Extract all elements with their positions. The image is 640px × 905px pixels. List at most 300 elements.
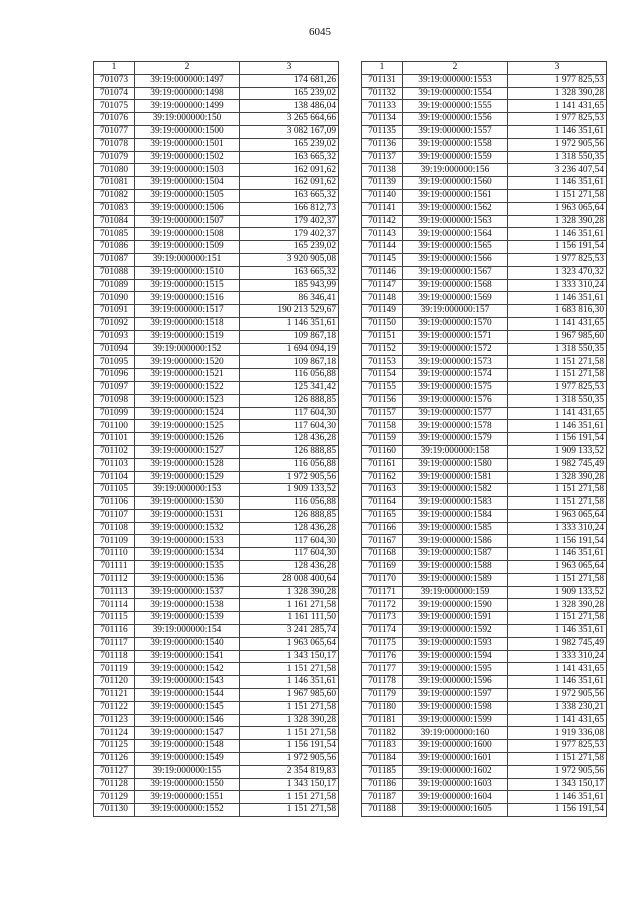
table-row (94, 202, 339, 215)
row-number-cell: 701162 (362, 471, 403, 484)
cadastral-number-cell: 39:19:000000:1521 (135, 369, 240, 382)
row-number-cell: 701169 (362, 561, 403, 574)
row-number-cell: 701122 (94, 701, 135, 714)
value-cell: 1 328 390,28 (508, 471, 607, 484)
cadastral-number-cell: 39:19:000000:1594 (403, 650, 508, 663)
row-number-cell: 701176 (362, 650, 403, 663)
cadastral-number-cell: 39:19:000000:1599 (403, 714, 508, 727)
cadastral-number-cell: 39:19:000000:1520 (135, 356, 240, 369)
cadastral-number-cell: 39:19:000000:1601 (403, 753, 508, 766)
row-number-cell: 701180 (362, 701, 403, 714)
row-number-cell: 701110 (94, 548, 135, 561)
cadastral-number-cell: 39:19:000000:1553 (403, 74, 508, 87)
cadastral-number-cell: 39:19:000000:1591 (403, 612, 508, 625)
row-number-cell: 701102 (94, 445, 135, 458)
cadastral-number-cell: 39:19:000000:1498 (135, 87, 240, 100)
row-number-cell: 701164 (362, 497, 403, 510)
table-row (94, 369, 339, 382)
row-number-cell: 701135 (362, 125, 403, 138)
value-cell: 109 867,18 (240, 330, 339, 343)
value-cell: 1 909 133,52 (508, 586, 607, 599)
value-cell: 138 486,04 (240, 100, 339, 113)
cadastral-number-cell: 39:19:000000:158 (403, 445, 508, 458)
row-number-cell: 701149 (362, 305, 403, 318)
cadastral-number-cell: 39:19:000000:1557 (403, 125, 508, 138)
table-row (362, 253, 607, 266)
value-cell: 1 972 905,56 (240, 471, 339, 484)
table-row (362, 177, 607, 190)
row-number-cell: 701146 (362, 266, 403, 279)
table-row (362, 509, 607, 522)
table-row (94, 125, 339, 138)
value-cell: 1 919 336,08 (508, 727, 607, 740)
row-number-cell: 701158 (362, 420, 403, 433)
cadastral-number-cell: 39:19:000000:1585 (403, 522, 508, 535)
row-number-cell: 701181 (362, 714, 403, 727)
value-cell: 1 963 065,64 (240, 637, 339, 650)
value-cell: 125 341,42 (240, 381, 339, 394)
cadastral-number-cell: 39:19:000000:1527 (135, 445, 240, 458)
value-cell: 116 056,88 (240, 369, 339, 382)
cadastral-number-cell: 39:19:000000:1566 (403, 253, 508, 266)
value-cell: 128 436,28 (240, 433, 339, 446)
row-number-cell: 701185 (362, 765, 403, 778)
cadastral-number-cell: 39:19:000000:1584 (403, 509, 508, 522)
value-cell: 1 963 065,64 (508, 509, 607, 522)
row-number-cell: 701076 (94, 113, 135, 126)
row-number-cell: 701139 (362, 177, 403, 190)
value-cell: 1 343 150,17 (240, 778, 339, 791)
cadastral-number-cell: 39:19:000000:1540 (135, 637, 240, 650)
cadastral-number-cell: 39:19:000000:1563 (403, 215, 508, 228)
row-number-cell: 701188 (362, 804, 403, 817)
table-row (94, 625, 339, 638)
right-table-body (362, 74, 607, 816)
table-row (362, 791, 607, 804)
value-cell: 1 146 351,61 (508, 548, 607, 561)
table-row (362, 689, 607, 702)
value-cell: 165 239,02 (240, 138, 339, 151)
table-row (362, 292, 607, 305)
cadastral-number-cell: 39:19:000000:156 (403, 164, 508, 177)
row-number-cell: 701179 (362, 689, 403, 702)
cadastral-number-cell: 39:19:000000:1556 (403, 113, 508, 126)
cadastral-number-cell: 39:19:000000:1573 (403, 356, 508, 369)
value-cell: 1 328 390,28 (508, 599, 607, 612)
value-cell: 1 141 431,65 (508, 714, 607, 727)
cadastral-number-cell: 39:19:000000:1534 (135, 548, 240, 561)
cadastral-number-cell: 39:19:000000:1509 (135, 241, 240, 254)
table-row (94, 573, 339, 586)
row-number-cell: 701156 (362, 394, 403, 407)
value-cell: 1 146 351,61 (240, 317, 339, 330)
value-cell: 1 146 351,61 (508, 177, 607, 190)
table-row (362, 637, 607, 650)
value-cell: 1 141 431,65 (508, 100, 607, 113)
row-number-cell: 701084 (94, 215, 135, 228)
row-number-cell: 701140 (362, 189, 403, 202)
value-cell: 165 239,02 (240, 87, 339, 100)
page-number: 6045 (309, 26, 331, 38)
table-row (94, 701, 339, 714)
row-number-cell: 701111 (94, 561, 135, 574)
value-cell: 117 604,30 (240, 548, 339, 561)
cadastral-number-cell: 39:19:000000:1558 (403, 138, 508, 151)
table-row (94, 330, 339, 343)
cadastral-number-cell: 39:19:000000:1575 (403, 381, 508, 394)
table-row (94, 164, 339, 177)
row-number-cell: 701089 (94, 279, 135, 292)
row-number-cell: 701145 (362, 253, 403, 266)
table-row (94, 804, 339, 817)
table-row (362, 676, 607, 689)
value-cell: 1 151 271,58 (240, 791, 339, 804)
table-row (362, 241, 607, 254)
table-row (94, 509, 339, 522)
value-cell: 1 146 351,61 (508, 125, 607, 138)
value-cell: 1 146 351,61 (240, 676, 339, 689)
table-row (362, 356, 607, 369)
table-row (362, 279, 607, 292)
value-cell: 1 683 816,30 (508, 305, 607, 318)
cadastral-number-cell: 39:19:000000:1570 (403, 317, 508, 330)
cadastral-number-cell: 39:19:000000:1562 (403, 202, 508, 215)
table-row (362, 433, 607, 446)
table-row (94, 433, 339, 446)
table-row (362, 599, 607, 612)
cadastral-number-cell: 39:19:000000:159 (403, 586, 508, 599)
table-row (94, 356, 339, 369)
cadastral-number-cell: 39:19:000000:1536 (135, 573, 240, 586)
cadastral-number-cell: 39:19:000000:1592 (403, 625, 508, 638)
cadastral-number-cell: 39:19:000000:1565 (403, 241, 508, 254)
table-row (362, 548, 607, 561)
row-number-cell: 701161 (362, 458, 403, 471)
value-cell: 1 156 191,54 (508, 433, 607, 446)
row-number-cell: 701095 (94, 356, 135, 369)
column-header: 1 (94, 62, 135, 75)
table-row (94, 791, 339, 804)
cadastral-number-cell: 39:19:000000:1583 (403, 497, 508, 510)
value-cell: 1 328 390,28 (508, 215, 607, 228)
row-number-cell: 701174 (362, 625, 403, 638)
table-row (362, 87, 607, 100)
table-row (362, 343, 607, 356)
column-header: 3 (508, 62, 607, 75)
table-row (94, 266, 339, 279)
table-row (362, 330, 607, 343)
cadastral-number-cell: 39:19:000000:1579 (403, 433, 508, 446)
value-cell: 1 967 985,60 (240, 689, 339, 702)
cadastral-number-cell: 39:19:000000:1510 (135, 266, 240, 279)
table-row (94, 650, 339, 663)
cadastral-number-cell: 39:19:000000:1535 (135, 561, 240, 574)
cadastral-number-cell: 39:19:000000:1502 (135, 151, 240, 164)
cadastral-number-cell: 39:19:000000:1518 (135, 317, 240, 330)
value-cell: 1 909 133,52 (508, 445, 607, 458)
cadastral-number-cell: 39:19:000000:1523 (135, 394, 240, 407)
value-cell: 1 161 111,50 (240, 612, 339, 625)
row-number-cell: 701120 (94, 676, 135, 689)
value-cell: 1 151 271,58 (508, 484, 607, 497)
value-cell: 109 867,18 (240, 356, 339, 369)
column-header: 2 (403, 62, 508, 75)
cadastral-number-cell: 39:19:000000:1603 (403, 778, 508, 791)
value-cell: 1 146 351,61 (508, 420, 607, 433)
cadastral-number-cell: 39:19:000000:1529 (135, 471, 240, 484)
table-row (362, 305, 607, 318)
table-row (94, 394, 339, 407)
cadastral-number-cell: 39:19:000000:1524 (135, 407, 240, 420)
cadastral-number-cell: 39:19:000000:1602 (403, 765, 508, 778)
table-row (362, 317, 607, 330)
value-cell: 1 963 065,64 (508, 202, 607, 215)
table-header-row (94, 62, 339, 75)
value-cell: 117 604,30 (240, 407, 339, 420)
cadastral-number-cell: 39:19:000000:1530 (135, 497, 240, 510)
value-cell: 1 967 985,60 (508, 330, 607, 343)
value-cell: 2 354 819,83 (240, 765, 339, 778)
value-cell: 1 146 351,61 (508, 625, 607, 638)
value-cell: 1 333 310,24 (508, 522, 607, 535)
row-number-cell: 701170 (362, 573, 403, 586)
row-number-cell: 701155 (362, 381, 403, 394)
value-cell: 1 146 351,61 (508, 791, 607, 804)
table-row (94, 241, 339, 254)
row-number-cell: 701134 (362, 113, 403, 126)
value-cell: 1 151 271,58 (508, 573, 607, 586)
row-number-cell: 701104 (94, 471, 135, 484)
table-row (94, 637, 339, 650)
cadastral-number-cell: 39:19:000000:1499 (135, 100, 240, 113)
cadastral-number-cell: 39:19:000000:1586 (403, 535, 508, 548)
table-row (362, 522, 607, 535)
table-row (362, 701, 607, 714)
row-number-cell: 701187 (362, 791, 403, 804)
value-cell: 179 402,37 (240, 228, 339, 241)
table-row (94, 497, 339, 510)
table-row (94, 407, 339, 420)
value-cell: 126 888,85 (240, 509, 339, 522)
table-row (94, 586, 339, 599)
table-row (94, 765, 339, 778)
row-number-cell: 701133 (362, 100, 403, 113)
row-number-cell: 701119 (94, 663, 135, 676)
value-cell: 162 091,62 (240, 164, 339, 177)
cadastral-number-cell: 39:19:000000:1539 (135, 612, 240, 625)
table-row (94, 663, 339, 676)
value-cell: 1 977 825,53 (508, 253, 607, 266)
value-cell: 3 082 167,09 (240, 125, 339, 138)
row-number-cell: 701171 (362, 586, 403, 599)
row-number-cell: 701128 (94, 778, 135, 791)
row-number-cell: 701184 (362, 753, 403, 766)
value-cell: 1 141 431,65 (508, 663, 607, 676)
row-number-cell: 701081 (94, 177, 135, 190)
cadastral-number-cell: 39:19:000000:1507 (135, 215, 240, 228)
cadastral-number-cell: 39:19:000000:1597 (403, 689, 508, 702)
value-cell: 163 665,32 (240, 266, 339, 279)
table-row (362, 586, 607, 599)
value-cell: 166 812,73 (240, 202, 339, 215)
table-row (362, 650, 607, 663)
row-number-cell: 701107 (94, 509, 135, 522)
cadastral-number-cell: 39:19:000000:153 (135, 484, 240, 497)
row-number-cell: 701092 (94, 317, 135, 330)
cadastral-number-cell: 39:19:000000:1506 (135, 202, 240, 215)
table-row (362, 471, 607, 484)
value-cell: 1 151 271,58 (508, 612, 607, 625)
table-row (94, 548, 339, 561)
row-number-cell: 701126 (94, 753, 135, 766)
row-number-cell: 701172 (362, 599, 403, 612)
row-number-cell: 701090 (94, 292, 135, 305)
table-row (94, 113, 339, 126)
cadastral-number-cell: 39:19:000000:1572 (403, 343, 508, 356)
cadastral-number-cell: 39:19:000000:1497 (135, 74, 240, 87)
table-row (362, 497, 607, 510)
table-row (94, 484, 339, 497)
cadastral-number-cell: 39:19:000000:1598 (403, 701, 508, 714)
cadastral-number-cell: 39:19:000000:1501 (135, 138, 240, 151)
value-cell: 128 436,28 (240, 522, 339, 535)
cadastral-number-cell: 39:19:000000:154 (135, 625, 240, 638)
table-row (94, 778, 339, 791)
table-row (362, 484, 607, 497)
row-number-cell: 701116 (94, 625, 135, 638)
table-row (94, 189, 339, 202)
cadastral-number-cell: 39:19:000000:1580 (403, 458, 508, 471)
cadastral-number-cell: 39:19:000000:1559 (403, 151, 508, 164)
cadastral-number-cell: 39:19:000000:1589 (403, 573, 508, 586)
row-number-cell: 701168 (362, 548, 403, 561)
cadastral-number-cell: 39:19:000000:1526 (135, 433, 240, 446)
row-number-cell: 701103 (94, 458, 135, 471)
table-row (94, 676, 339, 689)
row-number-cell: 701101 (94, 433, 135, 446)
value-cell: 1 156 191,54 (240, 740, 339, 753)
value-cell: 1 146 351,61 (508, 228, 607, 241)
row-number-cell: 701100 (94, 420, 135, 433)
value-cell: 128 436,28 (240, 561, 339, 574)
value-cell: 1 909 133,52 (240, 484, 339, 497)
table-row (94, 74, 339, 87)
value-cell: 126 888,85 (240, 445, 339, 458)
value-cell: 1 161 271,58 (240, 599, 339, 612)
row-number-cell: 701113 (94, 586, 135, 599)
row-number-cell: 701074 (94, 87, 135, 100)
value-cell: 3 241 285,74 (240, 625, 339, 638)
value-cell: 1 151 271,58 (508, 753, 607, 766)
table-row (94, 753, 339, 766)
cadastral-number-cell: 39:19:000000:1519 (135, 330, 240, 343)
row-number-cell: 701178 (362, 676, 403, 689)
column-header: 3 (240, 62, 339, 75)
table-row (362, 753, 607, 766)
value-cell: 174 681,26 (240, 74, 339, 87)
cadastral-number-cell: 39:19:000000:1533 (135, 535, 240, 548)
value-cell: 1 972 905,56 (508, 765, 607, 778)
row-number-cell: 701150 (362, 317, 403, 330)
row-number-cell: 701099 (94, 407, 135, 420)
table-row (94, 458, 339, 471)
cadastral-number-cell: 39:19:000000:1522 (135, 381, 240, 394)
cadastral-number-cell: 39:19:000000:1588 (403, 561, 508, 574)
cadastral-number-cell: 39:19:000000:1547 (135, 727, 240, 740)
value-cell: 1 323 470,32 (508, 266, 607, 279)
table-header-row (362, 62, 607, 75)
value-cell: 86 346,41 (240, 292, 339, 305)
row-number-cell: 701115 (94, 612, 135, 625)
value-cell: 1 972 905,56 (508, 689, 607, 702)
cadastral-number-cell: 39:19:000000:1569 (403, 292, 508, 305)
value-cell: 1 343 150,17 (240, 650, 339, 663)
value-cell: 1 972 905,56 (240, 753, 339, 766)
value-cell: 1 151 271,58 (508, 497, 607, 510)
table-row (362, 625, 607, 638)
row-number-cell: 701082 (94, 189, 135, 202)
value-cell: 1 694 094,19 (240, 343, 339, 356)
table-row (94, 727, 339, 740)
table-row (362, 125, 607, 138)
row-number-cell: 701125 (94, 740, 135, 753)
cadastral-number-cell: 39:19:000000:1555 (403, 100, 508, 113)
table-row (94, 317, 339, 330)
cadastral-number-cell: 39:19:000000:150 (135, 113, 240, 126)
cadastral-number-cell: 39:19:000000:1587 (403, 548, 508, 561)
row-number-cell: 701143 (362, 228, 403, 241)
table-row (362, 266, 607, 279)
cadastral-number-cell: 39:19:000000:1577 (403, 407, 508, 420)
row-number-cell: 701130 (94, 804, 135, 817)
table-row (94, 420, 339, 433)
cadastral-number-cell: 39:19:000000:1578 (403, 420, 508, 433)
table-row (94, 177, 339, 190)
table-row (94, 714, 339, 727)
value-cell: 1 318 550,35 (508, 394, 607, 407)
cadastral-number-cell: 39:19:000000:1604 (403, 791, 508, 804)
row-number-cell: 701121 (94, 689, 135, 702)
value-cell: 1 977 825,53 (508, 74, 607, 87)
value-cell: 1 151 271,58 (508, 356, 607, 369)
row-number-cell: 701094 (94, 343, 135, 356)
cadastral-number-cell: 39:19:000000:1549 (135, 753, 240, 766)
table-row (362, 458, 607, 471)
value-cell: 185 943,99 (240, 279, 339, 292)
cadastral-number-cell: 39:19:000000:1548 (135, 740, 240, 753)
value-cell: 165 239,02 (240, 241, 339, 254)
value-cell: 1 982 745,49 (508, 637, 607, 650)
table-row (362, 164, 607, 177)
value-cell: 1 151 271,58 (508, 189, 607, 202)
cadastral-number-cell: 39:19:000000:1542 (135, 663, 240, 676)
row-number-cell: 701124 (94, 727, 135, 740)
value-cell: 1 333 310,24 (508, 650, 607, 663)
value-cell: 1 977 825,53 (508, 113, 607, 126)
table-row (362, 189, 607, 202)
table-row (362, 369, 607, 382)
cadastral-number-cell: 39:19:000000:151 (135, 253, 240, 266)
right-table (361, 61, 607, 817)
cadastral-number-cell: 39:19:000000:1538 (135, 599, 240, 612)
row-number-cell: 701114 (94, 599, 135, 612)
cadastral-number-cell: 39:19:000000:155 (135, 765, 240, 778)
row-number-cell: 701077 (94, 125, 135, 138)
value-cell: 162 091,62 (240, 177, 339, 190)
cadastral-number-cell: 39:19:000000:1593 (403, 637, 508, 650)
cadastral-number-cell: 39:19:000000:1596 (403, 676, 508, 689)
row-number-cell: 701098 (94, 394, 135, 407)
